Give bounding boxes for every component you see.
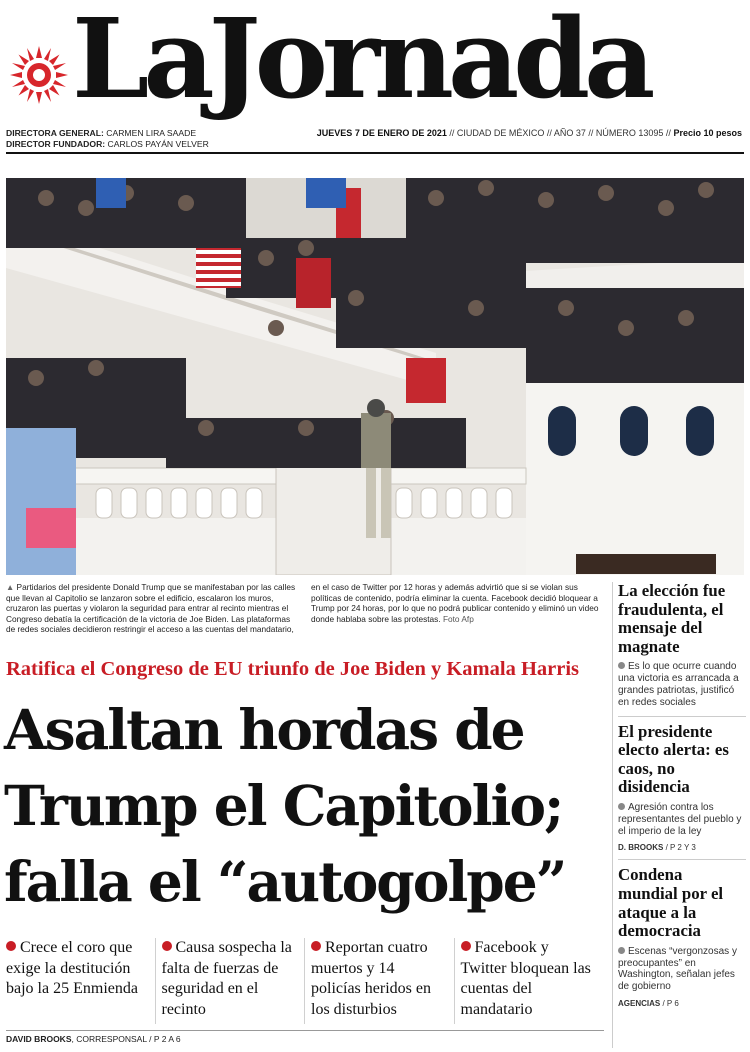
sidebar-headline: El presidente electo alerta: es caos, no disidencia: [618, 721, 729, 797]
dateline: [317, 128, 742, 138]
bullet-item: Facebook y Twitter bloquean las cuentas del mandatario: [460, 939, 591, 1018]
headline-line: Trump el Capitolio;: [4, 773, 563, 838]
masthead: [0, 0, 750, 125]
sidebar-summary: Escenas “vergonzosas y preocupantes” en Washington, señalan jefes de gobierno: [618, 945, 737, 993]
gray-dot-icon: [618, 662, 625, 669]
gray-dot-icon: [618, 947, 625, 954]
staff-line: DIRECTORA GENERAL: CARMEN LIRA SAADE: [6, 128, 197, 138]
red-dot-icon: [6, 941, 16, 951]
sidebar-headline: La elección fue fraudulenta, el mensaje del magnate: [618, 581, 726, 656]
bullet-item: Causa sospecha la falta de fuerzas de seguridad en el recinto: [156, 938, 306, 1024]
staff-credits: [6, 128, 209, 150]
sun-logo-icon: [8, 44, 70, 106]
main-byline: DAVID BROOKS, CORRESPONSAL / P 2 A 6: [6, 1034, 181, 1044]
sidebar-credit: D. BROOKS / P 2 Y 3: [618, 843, 696, 853]
sidebar-divider: [618, 716, 746, 717]
sidebar-credit: AGENCIAS / P 6: [618, 998, 679, 1008]
red-dot-icon: [461, 941, 471, 951]
bullet-item: Reportan cuatro muertos y 14 policías heridos en los disturbios: [305, 938, 455, 1024]
capitol-crowd-photo-icon: [6, 178, 744, 575]
red-dot-icon: [311, 941, 321, 951]
headline-bullets: [6, 938, 604, 1024]
sidebar-headline: Condena mundial por el ataque a la democracia: [618, 865, 724, 941]
sidebar-story: [618, 866, 746, 1008]
bottom-rule: [6, 1030, 604, 1031]
sidebar-summary: Agresión contra los representantes del pueblo y el imperio de la ley: [618, 801, 742, 837]
headline-line: falla el “autogolpe”: [4, 849, 566, 914]
issue-info: // CIUDAD DE MÉXICO // AÑO 37 // NÚMERO 13095 //: [449, 128, 671, 138]
gray-dot-icon: [618, 803, 625, 810]
caption-triangle-icon: ▲: [6, 582, 15, 592]
red-dot-icon: [162, 941, 172, 951]
photo-credit: Foto Afp: [442, 613, 474, 624]
photo-caption: [6, 582, 602, 635]
sidebar-story: [618, 582, 746, 709]
sidebar-story: [618, 723, 746, 853]
main-headline: [4, 692, 604, 920]
headline-line: Asaltan hordas de: [4, 697, 524, 762]
kicker-subhead: Ratifica el Congreso de EU triunfo de Joe Biden y Kamala Harris: [6, 658, 580, 680]
caption-text: Partidarios del presidente Donald Trump que se manifestaban por las calles que llevan al Capitolio se lanzaron sobre el edificio, escalaron los muros, cruzaron las puertas y violaron la seguridad para entrar al recinto mientras el Congreso debatía la certificación de la victoria de Joe Biden. Las plataformas de redes sociales decidieron restringir el acceso a las cuentas del mandatario, en el caso de Twitter por 12 horas y además advirtió que si se violan sus políticas de contenido, podría eliminar la cuenta. Facebook decidió bloquear a Trump por 24 horas, por lo que no podrá publicar contenido y eliminó un video donde hablaba sobre las protestas.: [6, 582, 599, 635]
sidebar-summary: Es lo que ocurre cuando una victoria es arrancada a grandes patriotas, justificó en redes sociales: [618, 661, 739, 708]
issue-price: Precio 10 pesos: [673, 128, 742, 138]
issue-date: JUEVES 7 DE ENERO DE 2021: [316, 128, 447, 138]
sidebar-divider: [618, 859, 746, 860]
bullet-item: Crece el coro que exige la destitución bajo la 25 Enmienda: [6, 938, 156, 1024]
lead-photo: [6, 178, 744, 575]
staff-line: DIRECTOR FUNDADOR: CARLOS PAYÁN VELVER: [6, 139, 209, 149]
newspaper-logo: LaJornada: [72, 0, 650, 123]
masthead-rule: [6, 152, 744, 154]
sidebar-column: [612, 582, 746, 1048]
